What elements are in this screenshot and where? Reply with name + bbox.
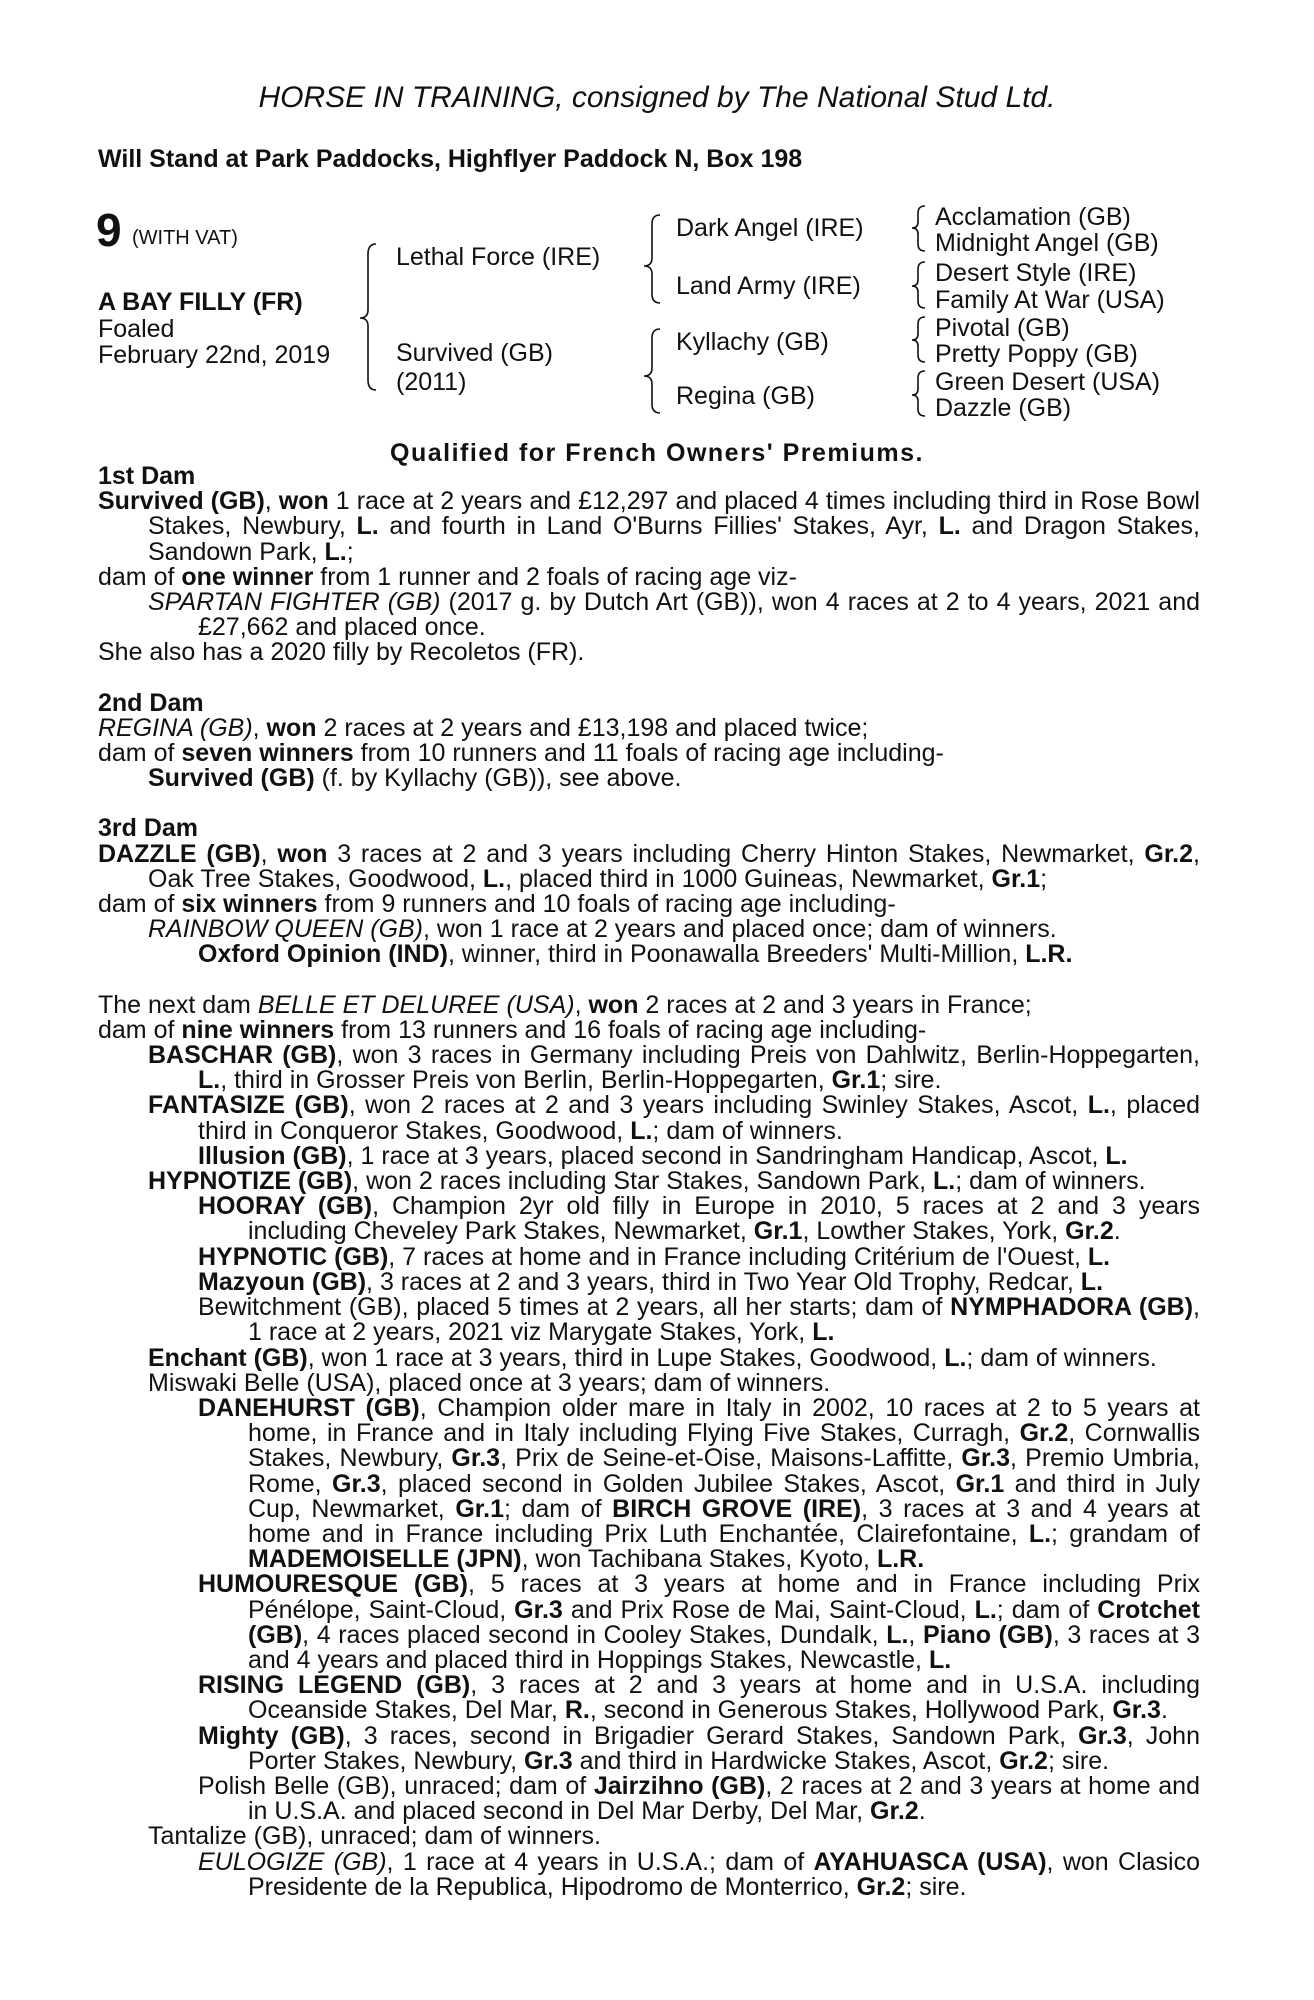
text-run: , won Clasico Presidente de la Republica, Hipodromo de Monterrico, [248, 1847, 1201, 1901]
text-run: from 10 runners and 11 foals of racing age including- [353, 739, 944, 768]
bold-run: Illusion (GB) [198, 1141, 347, 1170]
pedigree-dam-year: (2011) [396, 368, 467, 396]
text-run: ; dam of [503, 1494, 613, 1523]
bold-run: Gr.1 [955, 1469, 1005, 1498]
bold-run: BASCHAR (GB) [148, 1041, 337, 1070]
bold-run: Survived (GB) [98, 487, 265, 516]
pedigree-dam: Survived (GB) [396, 339, 553, 367]
bold-run: L. [1087, 1091, 1110, 1120]
pedigree-ancestor: Pivotal (GB) [935, 314, 1070, 342]
text-run: , 3 races at 2 and 3 years, third in Two Year Old Trophy, Redcar, [366, 1267, 1081, 1296]
text-run: and third in Hardwicke Stakes, Ascot, [572, 1746, 1000, 1775]
text-run: , winner, third in Poonawalla Breeders' Multi-Million, [447, 940, 1026, 969]
italic-run: EULOGIZE (GB) [198, 1847, 387, 1876]
bold-run: L. [886, 1620, 909, 1649]
text-run: 1 race at 2 years and £12,297 and placed 4 times including third in Rose Bowl Stakes, Newbury, [148, 487, 1200, 541]
text-run: , 1 race at 4 years in U.S.A.; dam of [386, 1847, 814, 1876]
produce-entry [98, 1771, 1200, 1826]
bold-run: HYPNOTIC (GB) [198, 1242, 389, 1271]
text-run: , Champion older mare in Italy in 2002, 10 races at 2 to 5 years at home, in France and in Italy including Flying Five Stakes, Curragh, [248, 1393, 1200, 1448]
text-run: , 3 races at 2 and 3 years at home and in U.S.A. including Oceanside Stakes, Del Mar, [248, 1671, 1200, 1725]
bold-run: Mazyoun (GB) [198, 1267, 367, 1296]
stand-location: Will Stand at Park Paddocks, Highflyer Paddock N, Box 198 [98, 145, 803, 173]
text-run: , Premio Umbria, Rome, [248, 1444, 1200, 1498]
text-run: , 1 race at 3 years, placed second in Sandringham Handicap, Ascot, [346, 1141, 1106, 1170]
produce-entry [98, 766, 1200, 791]
bold-run: L. [198, 1066, 221, 1095]
pedigree-dam-sire: Kyllachy (GB) [676, 328, 829, 356]
bold-run: Gr.2 [856, 1872, 906, 1901]
text-run: , placed third in 1000 Guineas, Newmarket, [505, 864, 992, 893]
next-dam-paragraph [98, 990, 1200, 1019]
dam-paragraph [98, 489, 1200, 565]
text-run: , 7 races at home and in France including Critérium de l'Ouest, [388, 1242, 1088, 1271]
produce-entry: Miswaki Belle (USA), placed once at 3 years; dam of winners. [148, 1368, 831, 1397]
text-run: , 5 races at 3 years at home and in France including Prix Pénélope, Saint-Cloud, [248, 1570, 1200, 1624]
text-run: , Cornwallis Stakes, Newbury, [248, 1419, 1200, 1473]
bold-run: nine winners [181, 1015, 335, 1044]
bold-run: L.R. [876, 1545, 925, 1574]
dam-produce-summary [98, 562, 1200, 591]
text-run: Polish Belle (GB), unraced; dam of [198, 1771, 594, 1800]
text-run: , won Tachibana Stakes, Kyoto, [521, 1545, 877, 1574]
bold-run: L. [1105, 1141, 1128, 1170]
text-run: and third in July Cup, Newmarket, [248, 1469, 1200, 1523]
bold-run: L. [933, 1167, 956, 1196]
premium-qualification: Qualified for French Owners' Premiums. [390, 439, 924, 467]
text-run: ; [1040, 864, 1048, 893]
bold-run: Gr.1 [753, 1217, 803, 1246]
pedigree-ancestor: Acclamation (GB) [935, 203, 1131, 231]
text-run: . [1160, 1696, 1168, 1725]
text-run: and Prix Rose de Mai, Saint-Cloud, [562, 1595, 975, 1624]
section-heading-1st-dam: 1st Dam [98, 462, 196, 490]
bold-run: L. [974, 1595, 997, 1624]
bold-run: L. [1087, 1242, 1111, 1271]
text-run: , Champion 2yr old filly in Europe in 2010, 5 races at 2 and 3 years including Cheveley Park Stakes, Newmarket, [248, 1192, 1200, 1246]
text-run: , placed second in Golden Jubilee Stakes, Ascot, [380, 1469, 956, 1498]
italic-run: REGINA (GB) [98, 713, 253, 742]
pedigree-ancestor: Green Desert (USA) [935, 368, 1161, 396]
text-run: , won 2 races at 2 and 3 years including Swinley Stakes, Ascot, [348, 1091, 1088, 1120]
text-run: , placed third in Conqueror Stakes, Goodwood, [198, 1091, 1201, 1145]
text-run: , 3 races at 3 and 4 years and placed third in Hoppings Stakes, Newcastle, [248, 1620, 1200, 1674]
bold-run: AYAHUASCA (USA) [813, 1847, 1047, 1876]
bold-run: L. [1028, 1519, 1052, 1548]
bold-run: Gr.3 [451, 1444, 501, 1473]
text-run: , 2 races at 2 and 3 years at home and in U.S.A. and placed second in Del Mar Derby, Del Mar, [248, 1771, 1200, 1826]
bold-run: Gr.2 [999, 1746, 1048, 1775]
bold-run: won [278, 487, 329, 516]
bold-run: DAZZLE (GB) [98, 839, 261, 868]
text-run: (2017 g. by Dutch Art (GB)), won 4 races at 2 to 4 years, 2021 and £27,662 and placed once. [198, 588, 1200, 642]
bold-run: Piano (GB) [922, 1620, 1053, 1649]
bold-run: Enchant (GB) [148, 1343, 308, 1372]
pedigree-ancestor: Dazzle (GB) [935, 394, 1072, 422]
bold-run: Gr.3 [514, 1595, 563, 1624]
produce-entry [98, 1169, 1200, 1194]
pedigree-dam-dam: Regina (GB) [676, 382, 815, 410]
text-run: ; dam of winners. [652, 1116, 843, 1145]
text-run: The next dam [98, 990, 258, 1019]
bold-run: L. [324, 537, 347, 566]
pedigree-sire-dam: Land Army (IRE) [676, 272, 861, 300]
bold-run: Gr.3 [1112, 1696, 1161, 1725]
bold-run: Crotchet (GB) [248, 1595, 1201, 1649]
text-run: , 3 races, second in Brigadier Gerard Stakes, Sandown Park, [344, 1721, 1079, 1750]
text-run: dam of [98, 739, 182, 768]
text-run: ; sire. [880, 1066, 942, 1095]
produce-entry [98, 1267, 1200, 1296]
text-run: ; [346, 537, 354, 566]
italic-run: SPARTAN FIGHTER (GB) [148, 588, 441, 617]
pedigree-ancestor: Midnight Angel (GB) [935, 229, 1159, 257]
text-run: Bewitchment (GB), placed 5 times at 2 years, all her starts; dam of [198, 1293, 951, 1322]
produce-entry [98, 1043, 1200, 1093]
produce-entry [98, 1343, 1200, 1372]
consignment-heading: HORSE IN TRAINING, consigned by The National Stud Ltd. [258, 81, 1056, 114]
text-run: , 1 race at 2 years, 2021 viz Marygate Stakes, York, [248, 1293, 1200, 1347]
produce-entry [98, 1295, 1200, 1345]
bold-run: DANEHURST (GB) [198, 1393, 420, 1422]
bold-run: six winners [181, 890, 318, 919]
bold-run: NYMPHADORA (GB) [950, 1293, 1194, 1322]
bold-run: BIRCH GROVE (IRE) [612, 1494, 862, 1523]
bold-run: L. [938, 512, 961, 541]
text-run: dam of [98, 890, 182, 919]
text-run: 3 races at 2 and 3 years including Cherry Hinton Stakes, Newmarket, [327, 839, 1145, 868]
produce-entry [98, 1673, 1200, 1723]
bold-run: L. [928, 1645, 952, 1674]
dam-produce-summary [98, 741, 1200, 766]
text-run: ; grandam of [1051, 1519, 1200, 1548]
text-run: . [1113, 1217, 1121, 1246]
bold-run: Gr.2 [870, 1797, 919, 1826]
text-run: ; dam of winners. [966, 1343, 1157, 1372]
produce-entry [98, 1393, 1201, 1574]
bold-run: Jairzihno (GB) [593, 1771, 766, 1800]
text-run: , won 1 race at 2 years and placed once; dam of winners. [423, 915, 1057, 944]
bold-run: HUMOURESQUE (GB) [198, 1570, 468, 1599]
produce-entry [98, 917, 1200, 942]
bold-run: L. [482, 864, 506, 893]
dam-produce-summary [98, 892, 1200, 917]
bold-run: seven winners [181, 739, 354, 768]
bold-run: Gr.2 [1065, 1217, 1114, 1246]
bold-run: L.R. [1025, 940, 1073, 969]
text-run: from 1 runner and 2 foals of racing age viz- [313, 562, 797, 591]
pedigree-ancestor: Family At War (USA) [935, 286, 1165, 314]
dam-paragraph [98, 713, 1200, 742]
produce-entry [98, 942, 1200, 967]
text-run: dam of [98, 1015, 182, 1044]
text-run: dam of [98, 562, 182, 591]
produce-entry [98, 1572, 1200, 1673]
text-run: , won 1 race at 3 years, third in Lupe Stakes, Goodwood, [307, 1343, 945, 1372]
horse-name: A BAY FILLY (FR) [98, 288, 303, 316]
bold-run: FANTASIZE (GB) [148, 1091, 349, 1120]
pedigree-ancestor: Pretty Poppy (GB) [935, 340, 1138, 368]
produce-entry [98, 1847, 1201, 1901]
pedigree-ancestor: Desert Style (IRE) [935, 259, 1137, 287]
bold-run: L. [944, 1343, 967, 1372]
text-run: , won 2 races including Star Stakes, Sandown Park, [352, 1167, 934, 1196]
foaled-label: Foaled [98, 315, 175, 343]
produce-entry [98, 1194, 1200, 1244]
produce-entry [98, 1721, 1200, 1775]
text-run: (f. by Kyllachy (GB)), see above. [314, 764, 682, 793]
bold-run: Oxford Opinion (IND) [198, 940, 448, 969]
text-run: , won 3 races in Germany including Preis von Dahlwitz, Berlin-Hoppegarten, [336, 1041, 1200, 1070]
dam-paragraph [98, 839, 1200, 893]
bold-run: won [277, 839, 328, 868]
bold-run: RISING LEGEND (GB) [198, 1671, 471, 1700]
lot-number: 9 [96, 204, 122, 256]
produce-entry: Tantalize (GB), unraced; dam of winners. [148, 1822, 601, 1851]
produce-entry [98, 1242, 1200, 1271]
text-run: , John Porter Stakes, Newbury, [248, 1721, 1200, 1775]
text-run: , [252, 713, 267, 742]
text-run: ; sire. [905, 1872, 967, 1901]
text-run: from 13 runners and 16 foals of racing age including- [334, 1015, 927, 1044]
bold-run: Gr.1 [831, 1066, 881, 1095]
bold-run: Gr.1 [991, 864, 1041, 893]
bold-run: Gr.2 [1144, 839, 1194, 868]
bold-run: Mighty (GB) [198, 1721, 345, 1750]
bold-run: HOORAY (GB) [198, 1192, 373, 1221]
text-run: , second in Generous Stakes, Hollywood Park, [589, 1696, 1113, 1725]
text-run: , Oak Tree Stakes, Goodwood, [148, 839, 1200, 893]
bold-run: L. [1080, 1267, 1104, 1296]
foaled-date: February 22nd, 2019 [98, 341, 331, 369]
bold-run: Gr.3 [1078, 1721, 1127, 1750]
bold-run: R. [564, 1696, 590, 1725]
pedigree-sire-sire: Dark Angel (IRE) [676, 214, 864, 242]
text-run: , third in Grosser Preis von Berlin, Berlin-Hoppegarten, [220, 1066, 832, 1095]
text-run: and Dragon Stakes, Sandown Park, [148, 512, 1200, 566]
text-run: , Lowther Stakes, York, [802, 1217, 1066, 1246]
bold-run: L. [812, 1318, 835, 1347]
text-run: 2 races at 2 years and £13,198 and placed twice; [316, 713, 869, 742]
text-run: and fourth in Land O'Burns Fillies' Stakes, Ayr, [378, 512, 939, 541]
bold-run: won [588, 990, 639, 1019]
produce-entry [98, 590, 1200, 640]
text-run: ; dam of [996, 1595, 1098, 1624]
text-run: 2 races at 2 and 3 years in France; [638, 990, 1032, 1019]
text-run: , Prix de Seine-et-Oise, Maisons-Laffitte, [500, 1444, 962, 1473]
bold-run: one winner [181, 562, 314, 591]
bold-run: Gr.3 [524, 1746, 573, 1775]
pedigree-sire: Lethal Force (IRE) [396, 243, 601, 271]
text-run: . [918, 1797, 926, 1826]
family-text [98, 464, 1200, 1900]
vat-note: (WITH VAT) [132, 227, 238, 249]
bold-run: MADEMOISELLE (JPN) [248, 1545, 522, 1574]
text-run: , [260, 839, 278, 868]
text-run: ; dam of winners. [955, 1167, 1146, 1196]
italic-run: RAINBOW QUEEN (GB) [148, 915, 424, 944]
produce-entry [98, 1093, 1200, 1143]
text-run: ; sire. [1047, 1746, 1110, 1775]
dam-produce-summary [98, 1015, 1200, 1044]
bold-run: won [266, 713, 317, 742]
bold-run: Gr.1 [455, 1494, 504, 1523]
text-run: , 3 races at 3 and 4 years at home and in France including Prix Luth Enchantée, Clairefontaine, [248, 1494, 1201, 1548]
produce-note: She also has a 2020 filly by Recoletos (FR). [98, 638, 585, 667]
text-run: , [908, 1620, 923, 1649]
produce-entry [98, 1141, 1200, 1170]
bold-run: Survived (GB) [148, 764, 315, 793]
bold-run: HYPNOTIZE (GB) [148, 1167, 353, 1196]
bold-run: Gr.3 [332, 1469, 381, 1498]
section-heading-3rd-dam: 3rd Dam [98, 814, 199, 843]
text-run: from 9 runners and 10 foals of racing age including- [317, 890, 896, 919]
bold-run: L. [356, 512, 379, 541]
section-heading-2nd-dam: 2nd Dam [98, 688, 204, 717]
text-run: , [574, 990, 589, 1019]
bold-run: Gr.2 [1019, 1419, 1069, 1448]
bold-run: Gr.3 [961, 1444, 1011, 1473]
text-run: , [264, 487, 279, 516]
text-run: , 4 races placed second in Cooley Stakes, Dundalk, [302, 1620, 887, 1649]
italic-run: BELLE ET DELUREE (USA) [257, 990, 575, 1019]
bold-run: L. [630, 1116, 653, 1145]
